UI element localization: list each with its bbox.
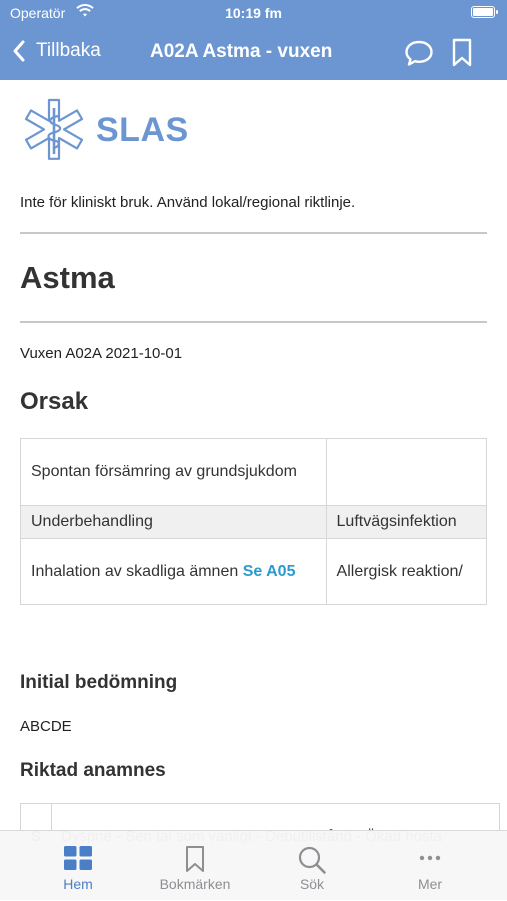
grid-icon [63, 845, 93, 871]
battery-icon [471, 6, 495, 18]
divider [20, 232, 487, 234]
orsak-table [20, 438, 487, 605]
section-title-anamnes: Riktad anamnes [20, 760, 166, 781]
table-row [21, 439, 487, 506]
table-cell [21, 539, 327, 605]
initial-text: ABCDE [20, 718, 72, 735]
tab-label: Hem [63, 876, 93, 892]
page-title: Astma [20, 260, 115, 295]
table-row [21, 539, 487, 605]
content-area[interactable] [20, 80, 487, 830]
bookmark-icon [184, 845, 206, 873]
table-cell: Underbehandling [21, 506, 327, 539]
tab-hem[interactable] [15, 831, 141, 901]
more-icon [416, 845, 444, 871]
section-title-orsak: Orsak [20, 388, 89, 415]
table-cell [326, 439, 486, 506]
tab-label: Mer [417, 876, 443, 892]
navigation-bar [0, 26, 507, 80]
back-label: Tillbaka [36, 40, 101, 61]
carrier-name: Operatör [10, 5, 66, 21]
chevron-left-icon [12, 40, 26, 62]
tab-bokmarken[interactable] [132, 831, 258, 901]
document-meta: Vuxen A02A 2021-10-01 [20, 345, 183, 362]
section-title-initial: Initial bedömning [20, 672, 178, 693]
disclaimer-text: Inte för kliniskt bruk. Använd lokal/regional riktlinje. [20, 194, 356, 211]
table-row [21, 506, 487, 539]
cell-text: Inhalation av skadliga ämnen [31, 562, 239, 580]
search-icon [297, 845, 327, 875]
tab-bar [0, 830, 507, 900]
link-se-a05[interactable]: Se A05 [242, 562, 296, 580]
bookmark-icon[interactable] [451, 38, 473, 68]
tab-label: Bokmärken [159, 876, 231, 892]
battery-tip [496, 10, 498, 14]
logo-text: SLAS [96, 110, 189, 149]
back-button[interactable] [12, 40, 101, 62]
nav-title: A02A Astma - vuxen [150, 41, 333, 62]
status-bar [0, 0, 507, 26]
clock: 10:19 fm [225, 5, 282, 21]
slas-logo [20, 96, 189, 164]
tab-sok[interactable] [249, 831, 375, 901]
table-cell: Allergisk reaktion/ [326, 539, 486, 605]
table-cell: Spontan försämring av grundsjukdom [21, 439, 327, 506]
star-of-life-icon [20, 96, 88, 164]
comment-icon[interactable] [404, 39, 434, 67]
tab-mer[interactable] [367, 831, 493, 901]
table-cell: Luftvägsinfektion [326, 506, 486, 539]
tab-label: Sök [299, 876, 325, 892]
divider [20, 321, 487, 323]
